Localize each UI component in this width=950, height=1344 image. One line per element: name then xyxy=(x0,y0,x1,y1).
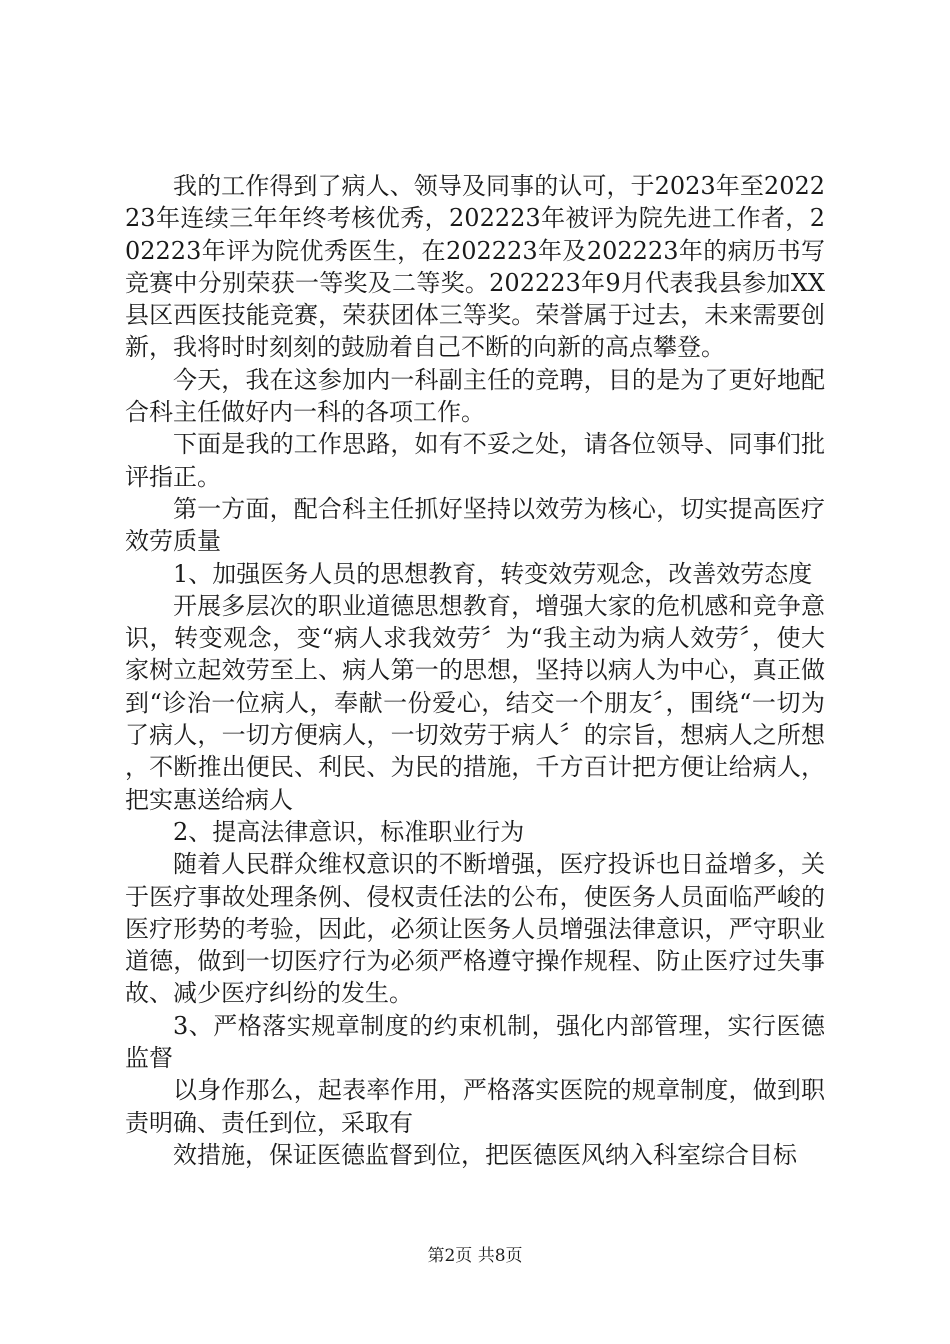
paragraph-intro: 下面是我的工作思路，如有不妥之处，请各位领导、同事们批评指正。 xyxy=(125,430,825,491)
paragraph-rules: 以身作那么，起表率作用，严格落实医院的规章制度，做到职责明确、责任到位，采取有 xyxy=(125,1076,825,1137)
paragraph-achievements: 我的工作得到了病人、领导及同事的认可，于2023年至202223年连续三年年终考核优秀，202223年被评为院先进工作者，202223年评为院优秀医生，在202223年及202223年的病历书写竞赛中分别荣获一等奖及二等奖。202223年9月代表我县参加XX县区西医技能竞赛，荣获团体三等奖。荣誉属于过去，未来需要创新，我将时时刻刻的鼓励着自己不断的向新的高点攀登。 xyxy=(125,172,825,362)
paragraph-purpose: 今天，我在这参加内一科副主任的竞聘，目的是为了更好地配合科主任做好内一科的各项工作。 xyxy=(125,365,825,427)
section-heading-first-aspect: 第一方面，配合科主任抓好坚持以效劳为核心，切实提高医疗效劳质量 xyxy=(125,494,825,556)
document-body xyxy=(125,170,825,1171)
paragraph-measures: 效措施，保证医德监督到位，把医德医风纳入科室综合目标 xyxy=(173,1140,797,1169)
paragraph-legal-awareness: 随着人民群众维权意识的不断增强，医疗投诉也日益增多，关于医疗事故处理条例、侵权责任法的公布，使医务人员面临严峻的医疗形势的考验，因此，必须让医务人员增强法律意识，严守职业道德，做到一切医疗行为必须严格遵守操作规程、防止医疗过失事故、减少医疗纠纷的发生。 xyxy=(125,850,825,1008)
paragraph-ethics-education: 开展多层次的职业道德思想教育，增强大家的危机感和竞争意识，转变观念，变“病人求我效劳〞为“我主动为病人效劳〞，使大家树立起效劳至上、病人第一的思想，坚持以病人为中心，真正做到“诊治一位病人，奉献一份爱心，结交一个朋友〞，围绕“一切为了病人，一切方便病人，一切效劳于病人〞的宗旨，想病人之所想，不断推出便民、利民、为民的措施，千方百计把方便让给病人，把实惠送给病人 xyxy=(125,591,825,814)
page-footer xyxy=(0,1244,950,1268)
item-heading-2: 2、提高法律意识，标准职业行为 xyxy=(173,817,525,846)
item-heading-1: 1、加强医务人员的思想教育，转变效劳观念，改善效劳态度 xyxy=(173,559,813,588)
page-number: 第2页 共8页 xyxy=(427,1246,523,1266)
item-heading-3: 3、严格落实规章制度的约束机制，强化内部管理，实行医德监督 xyxy=(125,1011,825,1073)
